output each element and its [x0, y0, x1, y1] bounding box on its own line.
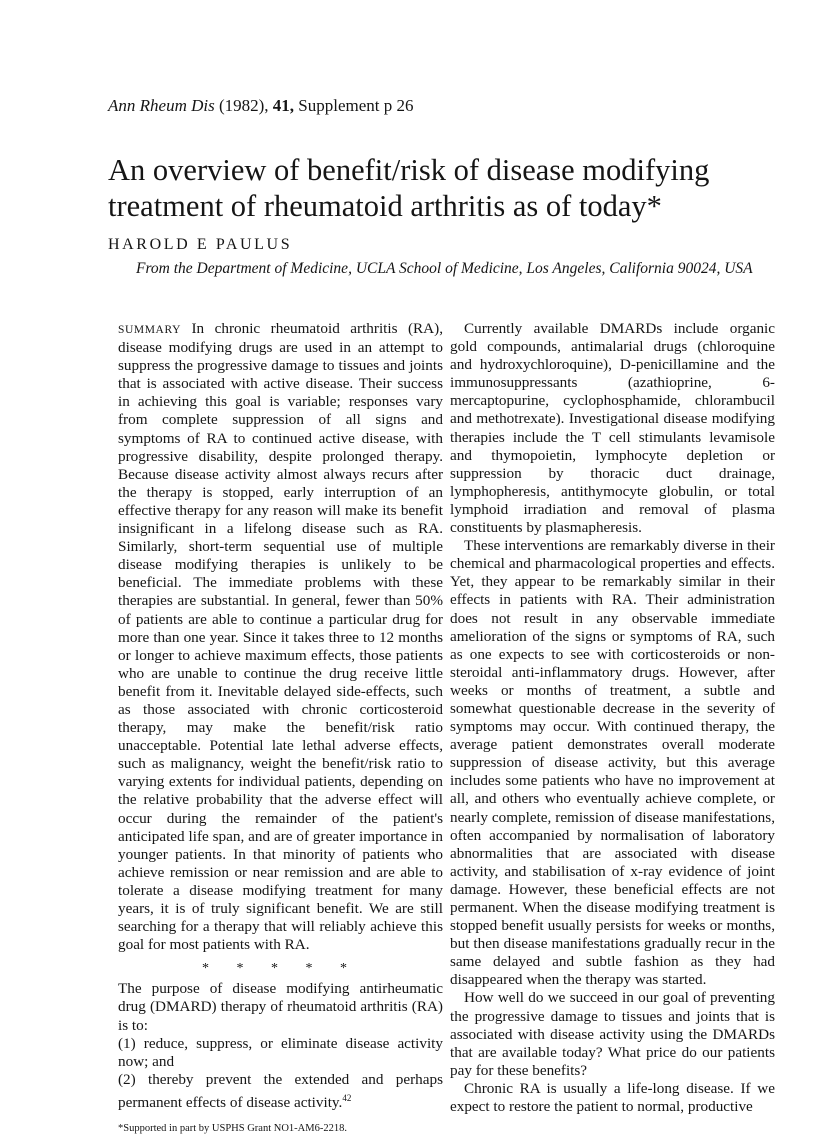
citation-volume: 41, — [272, 96, 295, 115]
summary-label: SUMMARY — [118, 324, 181, 336]
author-name: HAROLD E PAULUS — [108, 236, 293, 253]
list-item: (1) reduce, suppress, or eliminate disease activity now; and — [118, 1034, 443, 1070]
body-paragraph: How well do we succeed in our goal of preventing the progressive damage to tissues and joints that is associated with disease activity using the DMARDs that are available today? What price do our patients pay for these benefits? — [450, 989, 775, 1079]
article-title: An overview of benefit/risk of disease modifying treatment of rheumatoid arthritis as of today* — [108, 153, 710, 223]
summary-text: In chronic rheumatoid arthritis (RA), disease modifying drugs are used in an attempt to suppress the progressive damage to tissues and joints that is associated with active disease. Their success in achieving this goal is variable; responses vary from complete suppression of all signs and symptoms of RA to continued active disease, with progressive disability, despite prolonged therapy. Because disease activity almost always recurs after the therapy is stopped, early interruption of an effective therapy for any reason will make its benefit insignificant in a lifelong disease such as RA. Similarly, short-term sequential use of multiple disease modifying therapies is unlikely to be beneficial. The immediate problems with these therapies are substantial. In general, fewer than 50% of patients are able to continue a particular drug for more than one year. Since it takes three to 12 months or longer to achieve maximum effects, those patients who are unable to continue the drug receive little benefit from it. Inevitable delayed side-effects, such as those associated with chronic corticosteroid therapy, may make the benefit/risk ratio unacceptable. Potential late lethal adverse effects, such as malignancy, weight the benefit/risk ratio to varying extents for individual patients, depending on the relative probability that the adverse effect will occur during the remainder of the patient's anticipated life span, and are of greater importance in younger patients. In that minority of patients who achieve remission or near remission and are able to tolerate a disease modifying treatment for many years, it is of truly significant benefit. We are still searching for a therapy that will reliably achieve this goal for most patients with RA. — [118, 320, 444, 954]
body-paragraph: These interventions are remarkably diverse in their chemical and pharmacological properties and effects. Yet, they appear to be remarkably similar in their effects in patients with RA. Their administration does not result in any observable immediate amelioration of the signs or symptoms of RA, such as one expects to see with corticosteroids or non-steroidal anti-inflammatory drugs. However, after weeks or months of treatment, a subtle and somewhat questionable decrease in the severity of symptoms may occur. With continued therapy, the average patient demonstrates overall moderate suppression of disease activity, but this average includes some patients who have no improvement at all, and others who eventually achieve complete, or nearly complete, remission of disease manifestations, often accompanied by normalisation of laboratory abnormalities that are associated with disease activity, and stabilisation of x-ray evidence of joint damage. However, these beneficial effects are not permanent. When the disease modifying treatment is stopped benefit usually persists for weeks or months, but then disease manifestations gradually recur in the same delayed and subtle fashion as they had disappeared when the therapy was started. — [450, 537, 775, 989]
journal-name: Ann Rheum Dis — [108, 96, 215, 115]
citation-year: (1982), — [218, 96, 269, 115]
body-paragraph: Chronic RA is usually a life-long disease. If we expect to restore the patient to normal, productive — [450, 1079, 775, 1116]
reference-marker: 42 — [342, 1092, 352, 1103]
footnote: *Supported in part by USPHS Grant NO1-AM6-2218. — [118, 1123, 347, 1135]
author-affiliation: From the Department of Medicine, UCLA School of Medicine, Los Angeles, California 90024, USA — [136, 260, 753, 277]
list-item-text: (2) thereby prevent the extended and perhaps permanent effects of disease activity. — [118, 1070, 443, 1111]
body-paragraph: Currently available DMARDs include organic gold compounds, antimalarial drugs (chloroquine and hydroxychloroquine), D-penicillamine and the immunosuppressants (azathioprine, 6-mercaptopurine, cyclophosphamide, chlorambucil and methotrexate). Investigational disease modifying therapies include the T cell stimulants levamisole and thymopoietin, lymphocyte depletion or suppression by thoracic duct drainage, lymphopheresis, antithymocyte globulin, or total lymphoid irradiation and removal of plasma constituents by plasmapheresis. — [450, 320, 775, 537]
citation-line — [108, 96, 414, 116]
left-column — [118, 320, 443, 1136]
intro-paragraph: The purpose of disease modifying antirheumatic drug (DMARD) therapy of rheumatoid arthritis (RA) is to: — [118, 980, 443, 1034]
list-item — [118, 1071, 443, 1112]
section-separator: * * * * * — [202, 961, 359, 977]
citation-supplement: Supplement p 26 — [298, 96, 414, 115]
right-column — [450, 320, 775, 1116]
summary-paragraph — [118, 320, 443, 954]
